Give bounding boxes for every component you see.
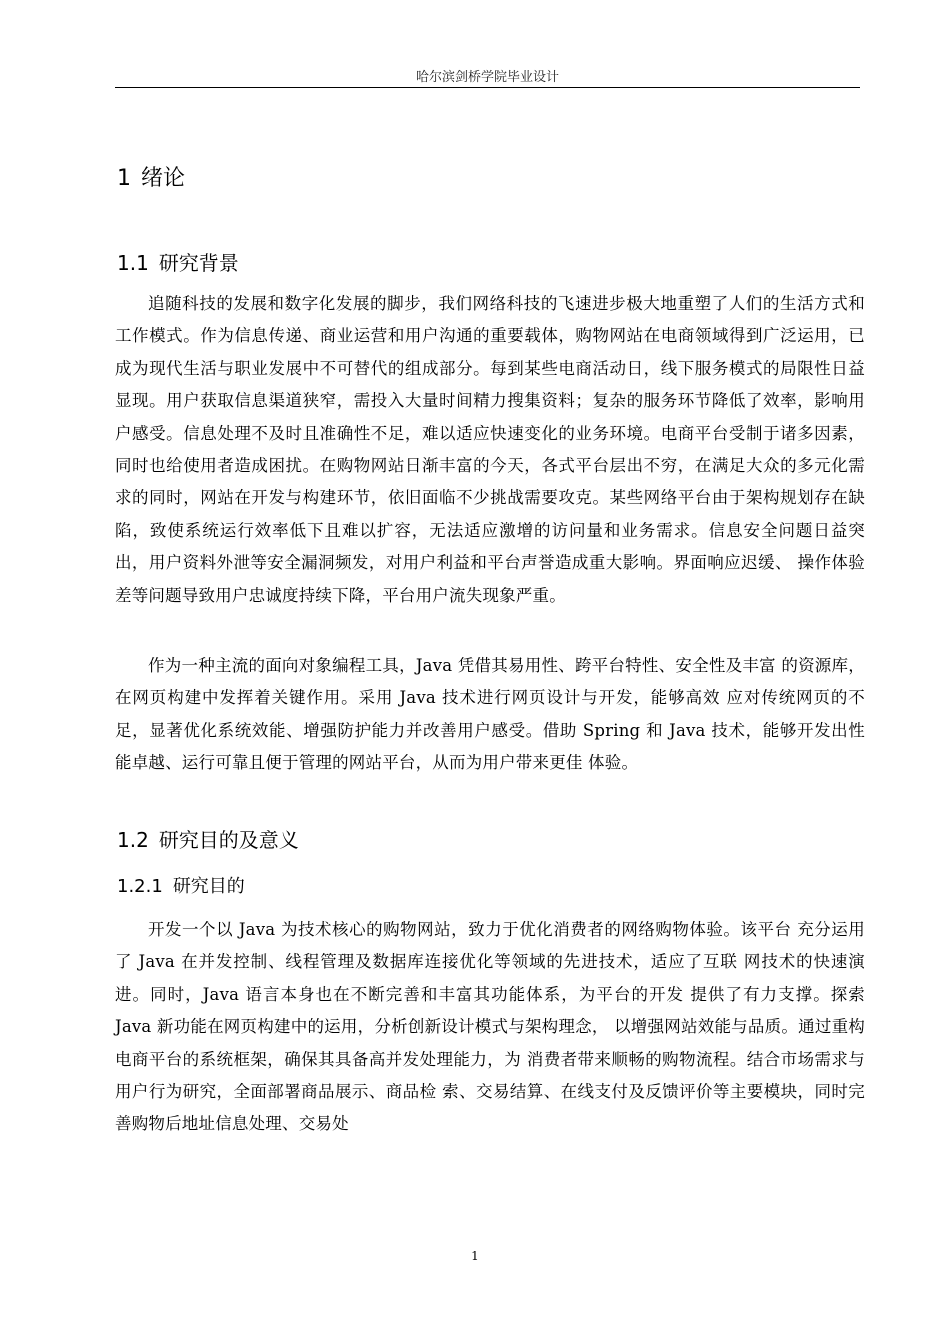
page-number: 1 [471,1249,479,1263]
paragraph-background-2: 作为一种主流的面向对象编程工具，Java 凭借其易用性、跨平台特性、安全性及丰富 的资源库，在网页构建中发挥着关键作用。采用 Java 技术进行网页设计与开发，能够高效 应对传统网页的不足，显著优化系统效能、增强防护能力并改善用户感受。借助 Spring 和 Java 技术，能够开发出性能卓越、运行可靠且便于管理的网站平台，从而为用户带来更佳 体验。 [115,656,865,773]
chapter-heading [117,164,185,194]
subsection-heading-1-2-1 [117,874,245,900]
running-header: 哈尔滨剑桥学院毕业设计 [415,70,559,85]
section-number: 1.1 [117,251,149,275]
section-title: 研究目的及意义 [158,828,299,852]
section-heading-1-1 [117,249,239,277]
header-divider [115,87,860,88]
subsection-number: 1.2.1 [117,876,163,897]
chapter-title: 绪论 [141,166,186,191]
chapter-number: 1 [117,166,131,191]
section-title: 研究背景 [158,251,239,275]
section-number: 1.2 [117,828,149,852]
paragraph-background-1: 追随科技的发展和数字化发展的脚步，我们网络科技的飞速进步极大地重塑了人们的生活方式和工作模式。作为信息传递、商业运营和用户沟通的重要载体，购物网站在电商领域得到广泛运用，已成为现代生活与职业发展中不可替代的组成部分。每到某些电商活动日，线下服务模式的局限性日益显现。用户获取信息渠道狭窄，需投入大量时间精力搜集资料；复杂的服务环节降低了效率，影响用户感受。信息处理不及时且准确性不足，难以适应快速变化的业务环境。电商平台受制于诸多因素，同时也给使用者造成困扰。在购物网站日渐丰富的今天，各式平台层出不穷，在满足大众的多元化需求的同时，网站在开发与构建环节，依旧面临不少挑战需要攻克。某些网络平台由于架构规划存在缺陷，致使系统运行效率低下且难以扩容，无法适应激增的访问量和业务需求。信息安全问题日益突出，用户资料外泄等安全漏洞频发，对用户利益和平台声誉造成重大影响。界面响应迟缓、 操作体验差等问题导致用户忠诚度持续下降，平台用户流失现象严重。 [115,294,865,605]
paragraph-purpose-1: 开发一个以 Java 为技术核心的购物网站，致力于优化消费者的网络购物体验。该平台 充分运用了 Java 在并发控制、线程管理及数据库连接优化等领域的先进技术，适应了互联 网技术的快速演进。同时，Java 语言本身也在不断完善和丰富其功能体系，为平台的开发 提供了有力支撑。探索 Java 新功能在网页构建中的运用，分析创新设计模式与架构理念， 以增强网站效能与品质。通过重构电商平台的系统框架，确保其具备高并发处理能力，为 消费者带来顺畅的购物流程。结合市场需求与用户行为研究，全面部署商品展示、商品检 索、交易结算、在线支付及反馈评价等主要模块，同时完善购物后地址信息处理、交易处 [115,920,865,1134]
section-heading-1-2 [117,826,299,854]
subsection-title: 研究目的 [172,876,245,897]
